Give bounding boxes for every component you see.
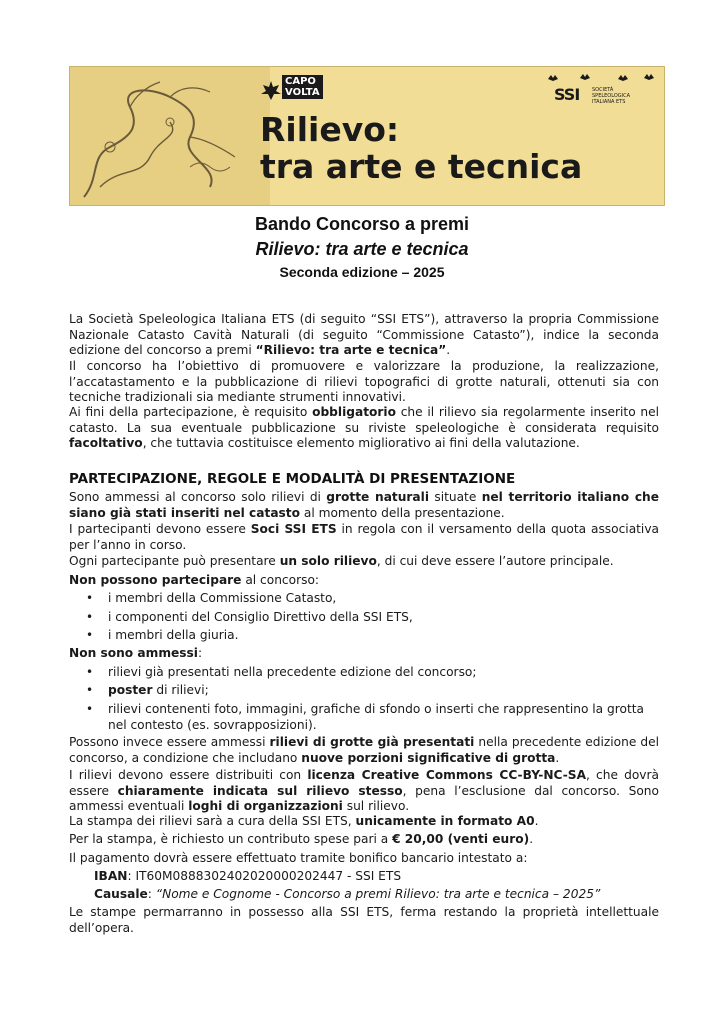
excl2-end: di rilievi; xyxy=(152,683,209,697)
banner-title-line1: Rilievo: xyxy=(260,110,400,149)
s5-not-admitted: Non sono ammessi xyxy=(69,646,198,660)
intro-p1-contest-name: “Rilievo: tra arte e tecnica” xyxy=(255,343,447,357)
rule-not-allowed-people xyxy=(69,573,659,589)
rule-print-fee xyxy=(69,832,659,848)
capo-volta-line2: VOLTA xyxy=(285,87,320,98)
s5-end: : xyxy=(198,646,203,660)
s3-end: , di cui deve essere l’autore principale. xyxy=(376,554,614,568)
intro-p1-end: . xyxy=(446,343,451,357)
causale-line xyxy=(94,887,659,903)
banner-title xyxy=(260,111,582,185)
iban-value: : IT60M0888302402020000202447 - SSI ETS xyxy=(127,869,402,883)
banner-title-line2: tra arte e tecnica xyxy=(260,147,583,186)
bullet-icon: • xyxy=(86,610,94,624)
ssi-logo xyxy=(540,73,660,107)
banner xyxy=(69,66,665,206)
ssi-letters: SSI xyxy=(554,85,580,104)
causale-separator: : xyxy=(147,887,156,901)
s1-text-2: situate xyxy=(429,490,482,504)
capo-volta-wordmark xyxy=(282,75,323,99)
excluded-person-1: i membri della Commissione Catasto, xyxy=(108,591,337,605)
excluded-item-3: rilievi contenenti foto, immagini, grafiche di sfondo o inserti che rappresentino la grotta nel contesto (es. sovrapposizioni). xyxy=(108,702,644,732)
s8-a0-format: unicamente in formato A0 xyxy=(355,814,535,828)
cave-map-illustration xyxy=(70,67,270,205)
s7-clearly-indicated: chiaramente indicata sul rilievo stesso xyxy=(117,783,403,798)
s1-italian-territory: nel territorio italiano che siano già stati inseriti nel catasto xyxy=(69,490,659,520)
intro-p1-text: La Società Speleologica Italiana ETS (di seguito “SSI ETS”), attraverso la propria Commissione Nazionale Catasto Cavità Naturali (di seguito “Commissione Catasto”), indice la seconda edizione del concorso a premi xyxy=(69,312,659,357)
s7-text: I rilievi devono essere distribuiti con xyxy=(69,768,308,782)
excluded-person-2: i componenti del Consiglio Direttivo della SSI ETS, xyxy=(108,610,413,624)
s8-text: La stampa dei rilievi sarà a cura della SSI ETS, xyxy=(69,814,356,828)
s7-license: licenza Creative Commons CC-BY-NC-SA xyxy=(307,768,587,782)
s7-text-3: , pena l’esclusione dal concorso. Sono ammessi eventuali xyxy=(69,783,659,813)
s6-text-2: nella precedente edizione del concorso, a condizione che includano xyxy=(69,735,659,765)
s1-end: al momento della presentazione. xyxy=(300,505,505,520)
causale-value: “Nome e Cognome - Concorso a premi Rilievo: tra arte e tecnica – 2025” xyxy=(155,887,601,901)
bat-icon xyxy=(260,79,282,101)
s3-one-survey: un solo rilievo xyxy=(279,554,377,568)
intro-paragraph-1 xyxy=(69,312,659,359)
intro-p3-end: , che tuttavia costituisce elemento migliorativo ai fini della valutazione. xyxy=(142,436,580,450)
s1-text: Sono ammessi al concorso solo rilievi di xyxy=(69,490,327,504)
intro-paragraph-3 xyxy=(69,405,659,452)
rule-print-format xyxy=(69,814,659,830)
s6-text: Possono invece essere ammessi xyxy=(69,735,270,749)
title-block xyxy=(0,212,724,283)
s4-cannot-participate: Non possono partecipare xyxy=(69,573,242,587)
s2-text: I partecipanti devono essere xyxy=(69,522,251,536)
s4-end: al concorso: xyxy=(241,573,320,587)
rule-natural-caves xyxy=(69,490,659,521)
bullet-icon: • xyxy=(86,683,94,697)
rule-ownership: Le stampe permarranno in possesso alla SSI ETS, ferma restando la proprietà intellettuale dell’opera. xyxy=(69,905,659,935)
s9-end: . xyxy=(529,832,534,846)
rule-members xyxy=(69,522,659,553)
document-title: Bando Concorso a premi xyxy=(254,214,470,234)
document-subtitle: Rilievo: tra arte e tecnica xyxy=(255,239,469,259)
ssi-subtitle: SOCIETÀ SPELEOLOGICA ITALIANA ETS xyxy=(592,87,631,105)
excluded-person-3: i membri della giuria. xyxy=(108,628,239,642)
causale-label: Causale xyxy=(94,887,148,901)
intro-p3-optional: facoltativo xyxy=(69,436,143,450)
intro-p3-text: Ai fini della partecipazione, è requisito xyxy=(69,405,313,419)
rule-previous-surveys xyxy=(69,735,659,766)
bullet-icon: • xyxy=(86,665,94,679)
intro-paragraph-2: Il concorso ha l’obiettivo di promuovere e valorizzare la produzione, la realizzazione, l’accatastamento e la pubblicazione di rilievi topografici di grotte naturali, ottenuti sia con tecniche tradizionali sia mediante strumenti innovativi. xyxy=(69,359,659,404)
excluded-item-2 xyxy=(108,683,659,699)
document-edition: Seconda edizione – 2025 xyxy=(279,264,445,280)
excl2-poster: poster xyxy=(108,683,153,697)
intro-p3-mandatory: obbligatorio xyxy=(312,405,396,419)
s9-text: Per la stampa, è richiesto un contributo spese pari a xyxy=(69,832,393,846)
capo-volta-line1: CAPO xyxy=(285,76,316,87)
s2-end: in regola con il versamento della quota associativa per l’anno in corso. xyxy=(69,522,660,552)
section-heading: PARTECIPAZIONE, REGOLE E MODALITÀ DI PRESENTAZIONE xyxy=(69,471,516,487)
s1-natural-caves: grotte naturali xyxy=(326,490,430,504)
rule-not-admitted xyxy=(69,646,659,662)
iban-line xyxy=(94,869,659,885)
bullet-icon: • xyxy=(86,628,94,642)
intro-p3-text-2: che il rilievo sia regolarmente inserito nel catasto. La sua eventuale pubblicazione su riviste speleologiche è considerata requisito xyxy=(69,405,660,435)
rule-one-survey xyxy=(69,554,659,570)
s2-members: Soci SSI ETS xyxy=(250,522,337,536)
iban-label: IBAN xyxy=(94,869,128,883)
rule-payment: Il pagamento dovrà essere effettuato tramite bonifico bancario intestato a: xyxy=(69,851,528,865)
excluded-item-1: rilievi già presentati nella precedente edizione del concorso; xyxy=(108,665,477,679)
s3-text: Ogni partecipante può presentare xyxy=(69,554,280,568)
s8-end: . xyxy=(534,814,539,828)
capo-volta-logo xyxy=(260,73,340,107)
s7-logos: loghi di organizzazioni xyxy=(188,799,343,813)
s6-new-portions: nuove porzioni significative di grotta xyxy=(301,750,556,765)
s7-text-2: , che dovrà essere xyxy=(69,768,659,798)
rule-license xyxy=(69,768,659,815)
s9-fee: € 20,00 (venti euro) xyxy=(392,832,530,846)
bullet-icon: • xyxy=(86,591,94,605)
s7-end: sul rilievo. xyxy=(342,799,410,813)
s6-previous: rilievi di grotte già presentati xyxy=(269,735,475,749)
s6-end: . xyxy=(555,750,560,765)
bullet-icon: • xyxy=(86,702,94,716)
